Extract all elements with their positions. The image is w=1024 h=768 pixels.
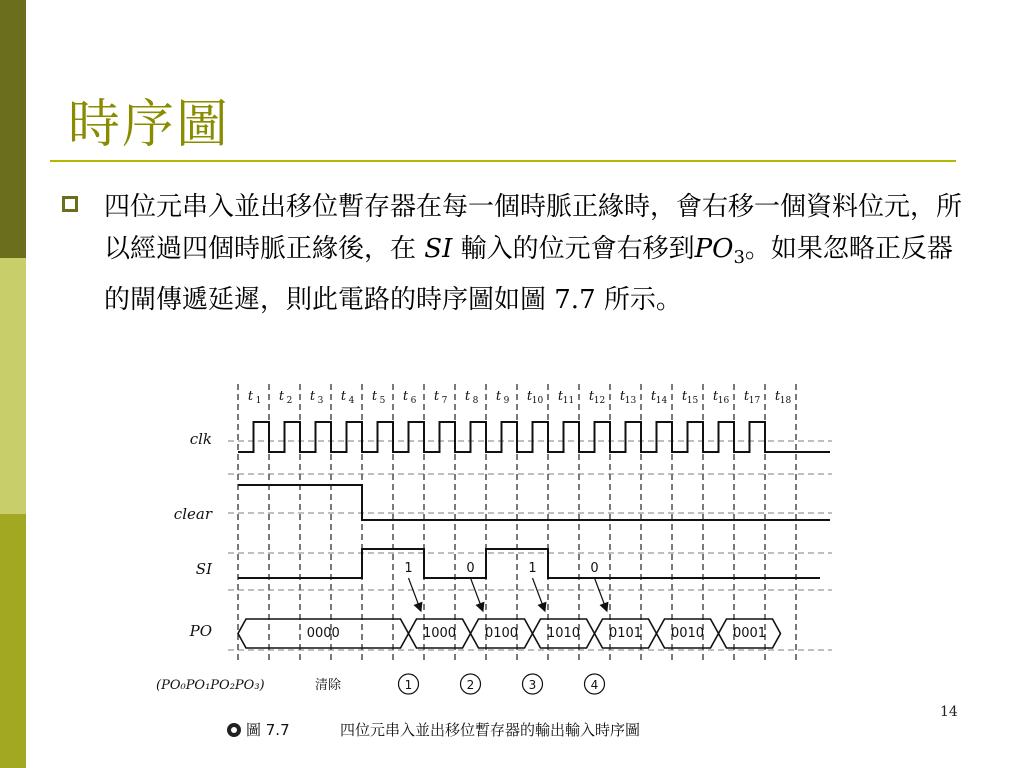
t-label: t bbox=[557, 389, 564, 404]
clear-caption: 清除 bbox=[314, 678, 342, 693]
step-number: 1 bbox=[404, 678, 413, 692]
po-value: 1000 bbox=[422, 626, 457, 641]
signal-label-po: PO bbox=[189, 622, 212, 640]
po-subscript: 3 bbox=[733, 247, 745, 268]
slide-paragraph bbox=[104, 186, 964, 321]
sidebar-band-mid bbox=[0, 514, 26, 768]
t-subscript: 8 bbox=[472, 396, 479, 406]
po-value: 1010 bbox=[546, 626, 581, 641]
t-subscript: 10 bbox=[531, 396, 544, 406]
po-value: 0000 bbox=[306, 626, 340, 641]
t-label: t bbox=[247, 389, 254, 404]
t-subscript: 5 bbox=[379, 396, 386, 406]
t-subscript: 14 bbox=[655, 396, 668, 406]
timing-diagram bbox=[150, 378, 850, 748]
signal-label-clk: clk bbox=[189, 430, 212, 448]
si-sample-bit: 1 bbox=[528, 561, 537, 576]
t-subscript: 4 bbox=[348, 396, 355, 406]
sample-arrow bbox=[471, 578, 483, 610]
t-label: t bbox=[743, 389, 750, 404]
paragraph-part1: 四位元串入並出移位暫存器在每一個時脈正緣時，會右移一個資料位元，所以經過四個時脈正緣後，在 bbox=[104, 192, 963, 264]
paragraph-part2: 輸入的位元會右移到 bbox=[460, 234, 695, 264]
t-label: t bbox=[619, 389, 626, 404]
sample-arrow bbox=[595, 578, 607, 610]
figure-caption: 四位元串入並出移位暫存器的輸出輸入時序圖 bbox=[340, 721, 641, 739]
t-subscript: 12 bbox=[593, 396, 606, 406]
po-value: 0100 bbox=[484, 626, 519, 641]
t-label: t bbox=[464, 389, 471, 404]
t-subscript: 9 bbox=[503, 396, 510, 406]
clk-waveform bbox=[238, 422, 830, 452]
t-label: t bbox=[278, 389, 285, 404]
t-subscript: 16 bbox=[717, 396, 730, 406]
t-subscript: 6 bbox=[410, 396, 417, 406]
t-label: t bbox=[495, 389, 502, 404]
si-sample-bit: 0 bbox=[590, 561, 599, 576]
t-subscript: 18 bbox=[779, 396, 792, 406]
po-symbol: PO bbox=[694, 234, 734, 264]
step-number: 4 bbox=[590, 678, 599, 692]
si-sample-bit: 1 bbox=[404, 561, 413, 576]
slide-title: 時序圖 bbox=[68, 95, 231, 155]
t-subscript: 11 bbox=[562, 396, 575, 406]
po-value: 0001 bbox=[732, 626, 767, 641]
t-label: t bbox=[433, 389, 440, 404]
t-subscript: 15 bbox=[686, 396, 699, 406]
t-label: t bbox=[774, 389, 781, 404]
title-divider bbox=[50, 160, 956, 162]
si-sample-bit: 0 bbox=[466, 561, 475, 576]
caption-bullet-icon-inner bbox=[231, 727, 237, 733]
square-bullet-icon bbox=[62, 196, 78, 212]
sample-arrow bbox=[533, 578, 545, 610]
sidebar-band-light bbox=[0, 258, 26, 514]
t-label: t bbox=[588, 389, 595, 404]
t-subscript: 2 bbox=[286, 396, 293, 406]
t-subscript: 13 bbox=[624, 396, 637, 406]
t-label: t bbox=[340, 389, 347, 404]
sample-arrow bbox=[409, 578, 421, 610]
t-label: t bbox=[309, 389, 316, 404]
t-subscript: 1 bbox=[255, 396, 262, 406]
t-label: t bbox=[526, 389, 533, 404]
po-value: 0010 bbox=[670, 626, 705, 641]
figure-number: 圖 7.7 bbox=[246, 721, 290, 739]
si-symbol: SI bbox=[424, 234, 453, 264]
step-number: 3 bbox=[528, 678, 537, 692]
t-label: t bbox=[712, 389, 719, 404]
signal-label-si: SI bbox=[195, 560, 212, 578]
t-subscript: 7 bbox=[441, 396, 448, 406]
t-label: t bbox=[650, 389, 657, 404]
step-number: 2 bbox=[466, 678, 475, 692]
sidebar-band-dark bbox=[0, 0, 26, 258]
clear-waveform bbox=[238, 485, 830, 520]
signal-label-clear: clear bbox=[173, 505, 212, 523]
po-order-label: (PO₀PO₁PO₂PO₃) bbox=[156, 678, 265, 693]
po-value: 0101 bbox=[608, 626, 643, 641]
t-label: t bbox=[402, 389, 409, 404]
t-label: t bbox=[371, 389, 378, 404]
t-subscript: 3 bbox=[317, 396, 324, 406]
t-subscript: 17 bbox=[748, 396, 761, 406]
paragraph-part3: 。如果忽略正反器的閘傳遞延遲，則此電路的時序圖如圖 7.7 所示。 bbox=[104, 234, 953, 315]
sidebar-decoration bbox=[0, 0, 26, 768]
t-label: t bbox=[681, 389, 688, 404]
page-number: 14 bbox=[940, 704, 958, 720]
